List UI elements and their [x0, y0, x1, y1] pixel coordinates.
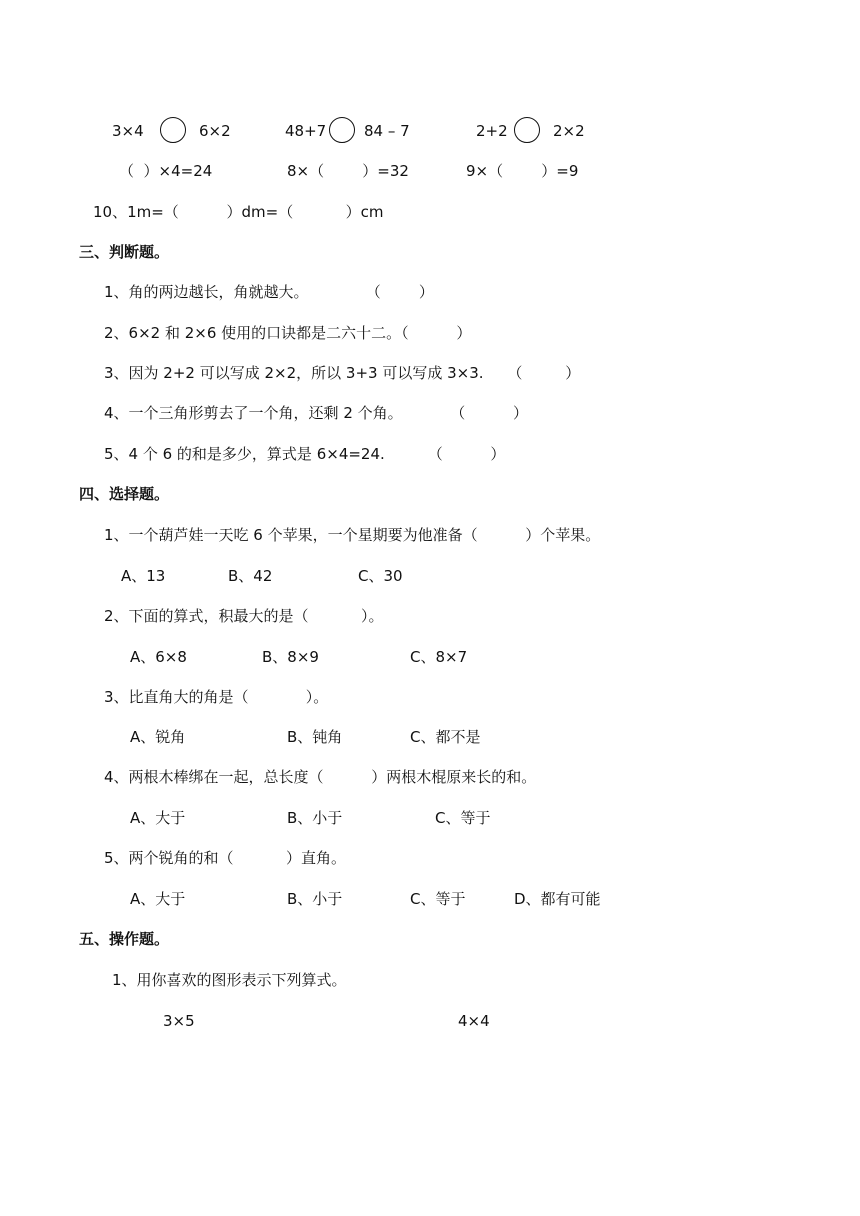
- judge-item-4: 4、一个三角形剪去了一个角，还剩 2 个角。 （ ）: [104, 404, 528, 422]
- choice-3-option-c: C、都不是: [410, 728, 481, 746]
- choice-2-option-b: B、8×9: [262, 648, 319, 666]
- choice-3-option-a: A、锐角: [130, 728, 186, 746]
- section-3-title: 三、判断题。: [79, 243, 170, 261]
- question-10: 10、1m=（ ）dm=（ ）cm: [93, 203, 384, 221]
- choice-1-option-c: C、30: [358, 567, 403, 585]
- choice-1-option-b: B、42: [228, 567, 273, 585]
- compare-right-3: 2×2: [553, 122, 585, 140]
- choice-question-2: 2、下面的算式，积最大的是（ ）。: [104, 607, 384, 625]
- choice-4-option-a: A、大于: [130, 809, 186, 827]
- choice-question-1: 1、一个葫芦娃一天吃 6 个苹果，一个星期要为他准备（ ）个苹果。: [104, 526, 601, 544]
- operation-expression-2: 4×4: [458, 1012, 490, 1030]
- compare-circle-2[interactable]: [329, 117, 355, 143]
- choice-question-3: 3、比直角大的角是（ ）。: [104, 688, 329, 706]
- choice-5-option-a: A、大于: [130, 890, 186, 908]
- judge-item-1: 1、角的两边越长，角就越大。 （ ）: [104, 283, 434, 301]
- choice-2-option-a: A、6×8: [130, 648, 187, 666]
- judge-item-3: 3、因为 2+2 可以写成 2×2，所以 3+3 可以写成 3×3. （ ）: [104, 364, 581, 382]
- compare-right-1: 6×2: [199, 122, 231, 140]
- compare-right-2: 84 – 7: [364, 122, 410, 140]
- choice-4-option-c: C、等于: [435, 809, 491, 827]
- judge-item-2: 2、6×2 和 2×6 使用的口诀都是二六十二。（ ）: [104, 324, 472, 342]
- compare-left-3: 2+2: [476, 122, 508, 140]
- compare-circle-1[interactable]: [160, 117, 186, 143]
- choice-4-option-b: B、小于: [287, 809, 343, 827]
- fill-blank-3: 9×（ ）=9: [466, 162, 579, 180]
- operation-expression-1: 3×5: [163, 1012, 195, 1030]
- section-4-title: 四、选择题。: [79, 485, 170, 503]
- choice-question-4: 4、两根木棒绑在一起，总长度（ ）两根木棍原来长的和。: [104, 768, 537, 786]
- compare-left-1: 3×4: [112, 122, 144, 140]
- section-5-title: 五、操作题。: [79, 930, 170, 948]
- choice-5-option-d: D、都有可能: [514, 890, 601, 908]
- judge-item-5: 5、4 个 6 的和是多少，算式是 6×4=24. （ ）: [104, 445, 506, 463]
- choice-2-option-c: C、8×7: [410, 648, 468, 666]
- choice-1-option-a: A、13: [121, 567, 166, 585]
- choice-5-option-b: B、小于: [287, 890, 343, 908]
- fill-blank-1: （ ）×4=24: [119, 162, 213, 180]
- compare-left-2: 48+7: [285, 122, 327, 140]
- choice-question-5: 5、两个锐角的和（ ）直角。: [104, 849, 346, 867]
- compare-circle-3[interactable]: [514, 117, 540, 143]
- fill-blank-2: 8×（ ）=32: [287, 162, 409, 180]
- choice-5-option-c: C、等于: [410, 890, 466, 908]
- choice-3-option-b: B、钝角: [287, 728, 343, 746]
- operation-question-1: 1、用你喜欢的图形表示下列算式。: [112, 971, 347, 989]
